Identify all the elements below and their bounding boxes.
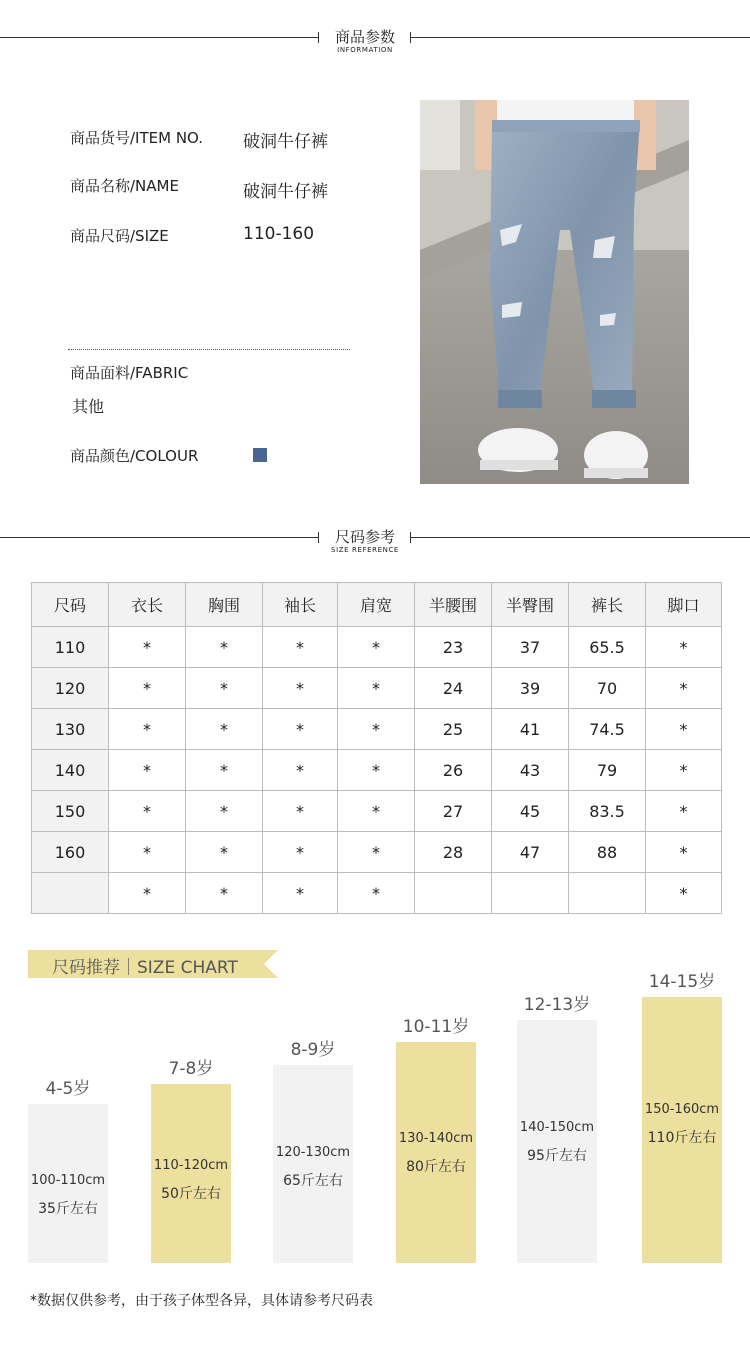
- item-no-value: 破洞牛仔裤: [243, 132, 328, 152]
- weight-label: 80斤左右: [406, 1159, 466, 1175]
- size-range-label: 110-120cm: [153, 1158, 229, 1173]
- weight-label: 95斤左右: [527, 1148, 587, 1164]
- table-cell: 26: [415, 750, 492, 791]
- table-cell: 45: [492, 791, 569, 832]
- table-cell: *: [186, 750, 263, 791]
- divider-line: [410, 37, 750, 38]
- product-photo: [420, 100, 689, 484]
- table-header-cell: 脚口: [646, 583, 722, 627]
- table-cell: *: [646, 668, 722, 709]
- table-header-cell: 尺码: [32, 583, 109, 627]
- table-cell: 88: [569, 832, 646, 873]
- table-cell: 37: [492, 627, 569, 668]
- table-cell: 160: [32, 832, 109, 873]
- age-label: 14-15岁: [648, 972, 716, 992]
- dotted-divider: [68, 349, 350, 350]
- table-cell: [32, 873, 109, 914]
- table-cell: *: [338, 832, 415, 873]
- weight-label: 110斤左右: [647, 1130, 717, 1146]
- table-cell: 79: [569, 750, 646, 791]
- table-row: [32, 750, 722, 791]
- table-cell: 130: [32, 709, 109, 750]
- table-cell: 25: [415, 709, 492, 750]
- size-bar: [396, 1042, 476, 1263]
- table-cell: 43: [492, 750, 569, 791]
- table-cell: 140: [32, 750, 109, 791]
- size-range-label: 150-160cm: [644, 1102, 720, 1117]
- table-row: [32, 627, 722, 668]
- table-cell: *: [646, 832, 722, 873]
- size-chart-title: 尺码推荐｜SIZE CHART: [52, 958, 238, 978]
- size-subtitle: SIZE REFERENCE: [331, 546, 399, 554]
- table-cell: 83.5: [569, 791, 646, 832]
- size-title: 尺码参考: [334, 528, 395, 546]
- table-header-cell: 肩宽: [338, 583, 415, 627]
- size-range-label: 120-130cm: [275, 1145, 351, 1160]
- table-cell: *: [338, 750, 415, 791]
- table-cell: *: [109, 873, 186, 914]
- fabric-label: 商品面料/FABRIC: [70, 364, 189, 382]
- table-cell: *: [263, 791, 338, 832]
- age-label: 7-8岁: [168, 1059, 214, 1079]
- table-cell: 120: [32, 668, 109, 709]
- table-cell: *: [186, 709, 263, 750]
- table-header-row: [32, 583, 722, 627]
- table-cell: *: [109, 832, 186, 873]
- table-cell: 47: [492, 832, 569, 873]
- size-range-label: 100-110cm: [30, 1173, 106, 1188]
- table-cell: 39: [492, 668, 569, 709]
- size-bar: [273, 1065, 353, 1263]
- table-cell: *: [263, 709, 338, 750]
- age-label: 4-5岁: [45, 1079, 91, 1099]
- size-bar: [517, 1020, 597, 1263]
- table-row: [32, 709, 722, 750]
- table-cell: 65.5: [569, 627, 646, 668]
- table-cell: *: [263, 832, 338, 873]
- table-cell: *: [263, 627, 338, 668]
- table-row: [32, 832, 722, 873]
- size-range-label: 140-150cm: [519, 1120, 595, 1135]
- table-cell: 70: [569, 668, 646, 709]
- table-cell: *: [646, 627, 722, 668]
- divider-line: [410, 537, 750, 538]
- table-cell: *: [186, 873, 263, 914]
- disclaimer-note: *数据仅供参考，由于孩子体型各异，具体请参考尺码表: [30, 1293, 373, 1309]
- table-cell: *: [263, 750, 338, 791]
- info-subtitle: INFORMATION: [337, 46, 393, 54]
- age-label: 10-11岁: [402, 1017, 470, 1037]
- table-cell: 24: [415, 668, 492, 709]
- table-header-cell: 半臀围: [492, 583, 569, 627]
- size-bar: [151, 1084, 231, 1263]
- divider-line: [0, 37, 318, 38]
- colour-swatch: [253, 448, 267, 462]
- divider-line: [0, 537, 318, 538]
- table-cell: *: [109, 750, 186, 791]
- table-cell: 23: [415, 627, 492, 668]
- table-row: [32, 791, 722, 832]
- size-value: 110-160: [243, 224, 315, 244]
- table-cell: *: [338, 668, 415, 709]
- table-cell: 74.5: [569, 709, 646, 750]
- table-row: [32, 873, 722, 914]
- weight-label: 65斤左右: [283, 1173, 343, 1189]
- table-cell: *: [109, 668, 186, 709]
- table-cell: *: [186, 627, 263, 668]
- table-cell: 110: [32, 627, 109, 668]
- table-cell: *: [338, 627, 415, 668]
- size-range-label: 130-140cm: [398, 1131, 474, 1146]
- table-cell: *: [186, 832, 263, 873]
- table-cell: *: [186, 668, 263, 709]
- table-header-cell: 袖长: [263, 583, 338, 627]
- info-title: 商品参数: [334, 28, 395, 46]
- table-cell: *: [109, 709, 186, 750]
- weight-label: 35斤左右: [38, 1201, 98, 1217]
- item-no-label: 商品货号/ITEM NO.: [70, 129, 204, 147]
- size-section-header: [0, 529, 750, 569]
- table-cell: *: [186, 791, 263, 832]
- table-cell: [569, 873, 646, 914]
- table-header-cell: 半腰围: [415, 583, 492, 627]
- jeans-illustration: [420, 100, 689, 484]
- table-header-cell: 裤长: [569, 583, 646, 627]
- name-value: 破洞牛仔裤: [243, 182, 328, 202]
- table-cell: *: [263, 668, 338, 709]
- table-cell: 28: [415, 832, 492, 873]
- colour-label: 商品颜色/COLOUR: [70, 447, 199, 465]
- table-row: [32, 668, 722, 709]
- age-label: 8-9岁: [290, 1040, 336, 1060]
- table-cell: *: [646, 873, 722, 914]
- fabric-value: 其他: [72, 397, 105, 416]
- table-cell: 27: [415, 791, 492, 832]
- table-cell: *: [109, 627, 186, 668]
- table-cell: *: [263, 873, 338, 914]
- table-cell: *: [646, 709, 722, 750]
- table-cell: 150: [32, 791, 109, 832]
- weight-label: 50斤左右: [161, 1186, 221, 1202]
- name-label: 商品名称/NAME: [70, 177, 179, 195]
- table-cell: [415, 873, 492, 914]
- table-header-cell: 胸围: [186, 583, 263, 627]
- size-table: [31, 582, 722, 914]
- age-label: 12-13岁: [523, 995, 591, 1015]
- table-cell: *: [646, 791, 722, 832]
- table-header-cell: 衣长: [109, 583, 186, 627]
- table-cell: [492, 873, 569, 914]
- size-label: 商品尺码/SIZE: [70, 227, 169, 245]
- table-cell: *: [338, 873, 415, 914]
- info-section-header: [0, 29, 750, 69]
- table-cell: *: [646, 750, 722, 791]
- table-cell: *: [109, 791, 186, 832]
- table-cell: *: [338, 709, 415, 750]
- table-cell: *: [338, 791, 415, 832]
- table-cell: 41: [492, 709, 569, 750]
